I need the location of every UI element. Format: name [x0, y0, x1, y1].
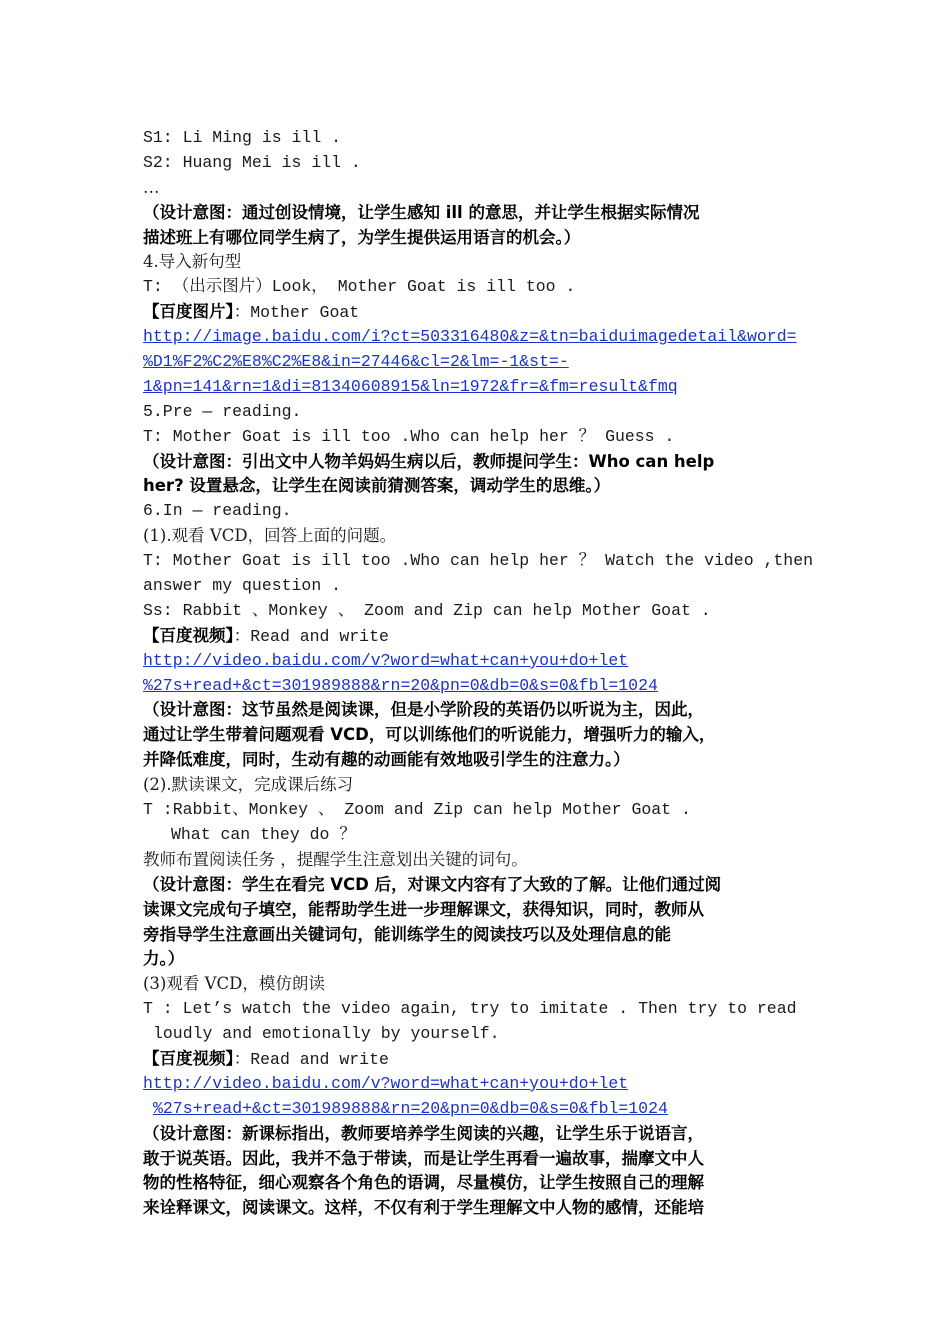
design-intent: （设计意图：这节虽然是阅读课，但是小学阶段的英语仍以听说为主，因此，: [143, 700, 704, 720]
sub-step: (1).观看 VCD，回答上面的问题。: [143, 526, 397, 546]
step-heading: 6.In — reading.: [143, 501, 292, 521]
resource-label: [143, 1047, 813, 1072]
design-intent: 力。）: [143, 949, 185, 969]
dialogue-line: S1: Li Ming is ill .: [143, 128, 342, 147]
design-intent: （设计意图：通过创设情境，让学生感知 ill 的意思，并让学生根据实际情况: [143, 202, 700, 222]
design-intent: 来诠释课文，阅读课文。这样，不仅有利于学生理解文中人物的感情，还能培: [143, 1198, 704, 1218]
dialogue-line: Ss: Rabbit 、Monkey 、 Zoom and Zip can help Mother Goat .: [143, 600, 711, 620]
step-heading: 4.导入新句型: [143, 252, 242, 272]
design-intent: her? 设置悬念，让学生在阅读前猜测答案，调动学生的思维。）: [143, 476, 611, 496]
baidu-video-tag: 【百度视频】: [143, 625, 234, 645]
dialogue-line: loudly and emotionally by yourself.: [153, 1024, 500, 1044]
baidu-video-link[interactable]: http://video.baidu.com/v?word=what+can+you+do+let: [143, 650, 629, 670]
baidu-image-tag: 【百度图片】: [143, 302, 234, 322]
design-intent: 读课文完成句子填空，能帮助学生进一步理解课文，获得知识，同时，教师从: [143, 899, 704, 919]
design-intent: 通过让学生带着问题观看 VCD，可以训练他们的听说能力，增强听力的输入，: [143, 725, 716, 745]
resource-title: ：Mother Goat: [233, 303, 360, 323]
design-intent: 敢于说英语。因此，我并不急于带读，而是让学生再看一遍故事，揣摩文中人: [143, 1148, 704, 1168]
baidu-video-link[interactable]: %27s+read+&ct=301989888&rn=20&pn=0&db=0&s=0&fbl=1024: [143, 675, 658, 695]
document-page: [143, 126, 813, 1221]
design-intent: 物的性格特征，细心观察各个角色的语调，尽量模仿，让学生按照自己的理解: [143, 1173, 704, 1193]
design-intent: 描述班上有哪位同学生病了，为学生提供运用语言的机会。）: [143, 227, 581, 247]
baidu-video-link[interactable]: %27s+read+&ct=301989888&rn=20&pn=0&db=0&s=0&fbl=1024: [153, 1098, 668, 1118]
dialogue-line: T: Mother Goat is ill too .Who can help her ？ Watch the video ,then: [143, 551, 814, 571]
baidu-video-link[interactable]: http://video.baidu.com/v?word=what+can+you+do+let: [143, 1073, 629, 1093]
dialogue-line: T: （出示图片）Look， Mother Goat is ill too .: [143, 277, 576, 297]
baidu-image-link[interactable]: %D1%F2%C2%E8%C2%E8&in=27446&cl=2&lm=-1&st=-: [143, 352, 569, 372]
resource-title: ：Read and write: [233, 626, 389, 646]
teacher-instruction: 教师布置阅读任务 ，提醒学生注意划出关键的词句。: [143, 849, 528, 869]
baidu-image-link[interactable]: 1&pn=141&rn=1&di=81340608915&ln=1972&fr=&fm=result&fmq: [143, 376, 678, 396]
sub-step: (3)观看 VCD，模仿朗读: [143, 974, 325, 994]
resource-label: [143, 624, 813, 649]
design-intent: （设计意图：学生在看完 VCD 后，对课文内容有了大致的了解。让他们通过阅: [143, 874, 722, 894]
ellipsis: …: [143, 177, 160, 197]
dialogue-line: T: Mother Goat is ill too .Who can help her ？ Guess .: [143, 426, 675, 446]
design-intent: 旁指导学生注意画出关键词句，能训练学生的阅读技巧以及处理信息的能: [143, 924, 671, 944]
step-heading: 5.Pre — reading.: [143, 401, 302, 421]
baidu-image-link[interactable]: http://image.baidu.com/i?ct=503316480&z=&tn=baiduimagedetail&word=: [143, 327, 797, 347]
dialogue-line: S2: Huang Mei is ill .: [143, 152, 361, 172]
design-intent: 并降低难度，同时，生动有趣的动画能有效地吸引学生的注意力。）: [143, 750, 630, 770]
sub-step: (2).默读课文，完成课后练习: [143, 775, 354, 795]
dialogue-line: What can they do ？: [171, 824, 356, 844]
resource-title: ：Read and write: [233, 1049, 389, 1069]
resource-label: [143, 300, 813, 325]
baidu-video-tag: 【百度视频】: [143, 1048, 234, 1068]
dialogue-line: T : Let’s watch the video again, try to imitate . Then try to read: [143, 999, 797, 1019]
dialogue-line: T :Rabbit、Monkey 、 Zoom and Zip can help Mother Goat .: [143, 800, 691, 820]
design-intent: （设计意图：新课标指出，教师要培养学生阅读的兴趣，让学生乐于说语言，: [143, 1123, 704, 1143]
design-intent: （设计意图：引出文中人物羊妈妈生病以后，教师提问学生：Who can help: [143, 451, 715, 471]
dialogue-line: answer my question .: [143, 576, 342, 596]
